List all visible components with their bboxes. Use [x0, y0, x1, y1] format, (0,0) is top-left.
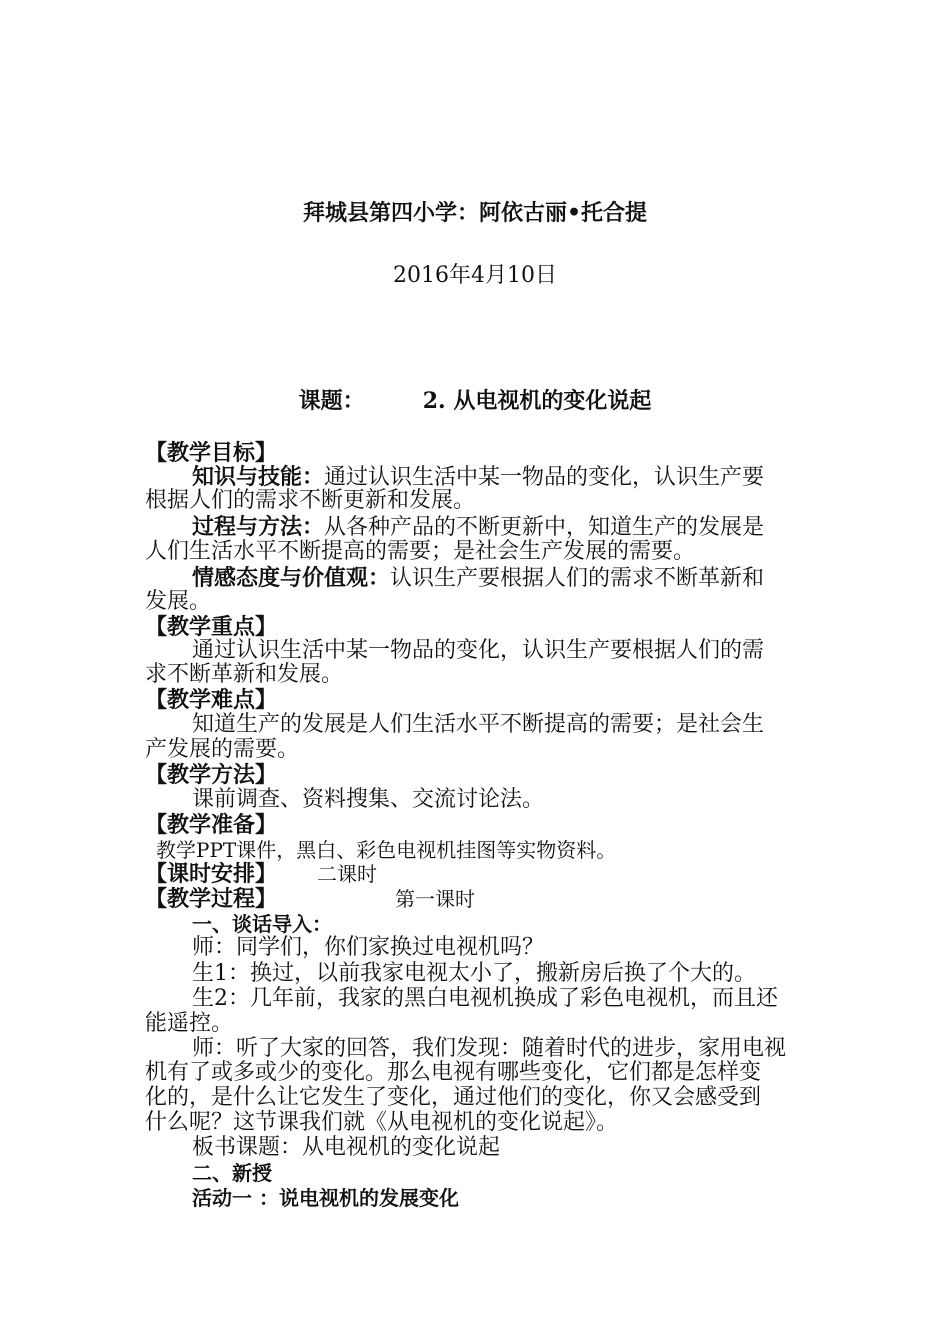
emotion-text: 认识生产要根据人们的需求不断革新和 [390, 566, 765, 591]
goals-heading: 【教学目标】 [145, 440, 278, 466]
difficulties-text: 知道生产的发展是人们生活水平不断提高的需要；是社会生 [192, 712, 765, 737]
student-1-answer: 生1：换过，以前我家电视太小了，搬新房后换了个大的。 [192, 961, 756, 986]
knowledge-label: 知识与技能： [192, 464, 325, 490]
teacher-question: 师：同学们，你们家换过电视机吗？ [192, 935, 545, 960]
schedule-line [145, 861, 810, 888]
goals-emotion [192, 565, 810, 592]
goals-knowledge-cont: 根据人们的需求不断更新和发展。 [145, 488, 476, 513]
activity-one: 活动一 ：说电视机的发展变化 [192, 1186, 459, 1210]
teacher-summary: 师：听了大家的回答，我们发现：随着时代的进步，家用电视 [192, 1036, 787, 1061]
methods-text: 课前调查、资料搜集、交流讨论法。 [192, 787, 545, 812]
schedule-heading: 【课时安排】 [145, 861, 278, 887]
school-author-line: 拜城县第四小学：阿依古丽•托合提 [302, 200, 648, 226]
difficulties-text-cont: 产发展的需要。 [145, 737, 300, 762]
difficulties-heading: 【教学难点】 [145, 687, 278, 713]
process-text: 从各种产品的不断更新中，知道生产的发展是 [324, 515, 765, 540]
teacher-summary-cont-3: 什么呢？这节课我们就《从电视机的变化说起》。 [145, 1110, 619, 1135]
teacher-summary-cont-1: 机有了或多或少的变化。那么电视有哪些变化，它们都是怎样变 [145, 1060, 762, 1085]
section-new: 二、新授 [192, 1161, 272, 1185]
schedule-text: 二课时 [317, 862, 378, 886]
key-points-text-cont: 求不断革新和发展。 [145, 662, 344, 687]
teacher-summary-cont-2: 化的，是什么让它发生了变化，通过他们的变化，你又会感受到 [145, 1085, 762, 1110]
board-title: 板书课题：从电视机的变化说起 [192, 1135, 501, 1160]
key-points-text: 通过认识生活中某一物品的变化，认识生产要根据人们的需 [192, 638, 765, 663]
goals-process-cont: 人们生活水平不断提高的需要；是社会生产发展的需要。 [145, 539, 696, 564]
goals-emotion-cont: 发展。 [145, 589, 212, 614]
student-2-answer: 生2：几年前，我家的黑白电视机换成了彩色电视机，而且还 [192, 986, 778, 1011]
process-heading: 【教学过程】 [145, 886, 278, 912]
process-label: 过程与方法： [192, 514, 325, 540]
emotion-label: 情感态度与价值观： [192, 565, 391, 591]
process-heading-line [145, 886, 810, 913]
student-2-answer-cont: 能遥控。 [145, 1011, 234, 1036]
title-label: 课题： [298, 388, 365, 414]
lesson-title [0, 388, 950, 414]
goals-knowledge [192, 464, 810, 491]
lesson-number: 第一课时 [395, 887, 476, 911]
date-line: 2016年4月10日 [393, 263, 557, 288]
goals-process [192, 514, 810, 541]
section-intro: 一、谈话导入： [192, 912, 332, 936]
knowledge-text: 通过认识生活中某一物品的变化，认识生产要 [324, 465, 765, 490]
methods-heading: 【教学方法】 [145, 762, 278, 788]
title-text: 2. 从电视机的变化说起 [422, 388, 652, 414]
preparation-text: 教学PPT课件，黑白、彩色电视机挂图等实物资料。 [156, 838, 617, 862]
preparation-heading: 【教学准备】 [145, 812, 278, 838]
key-points-heading: 【教学重点】 [145, 614, 278, 640]
